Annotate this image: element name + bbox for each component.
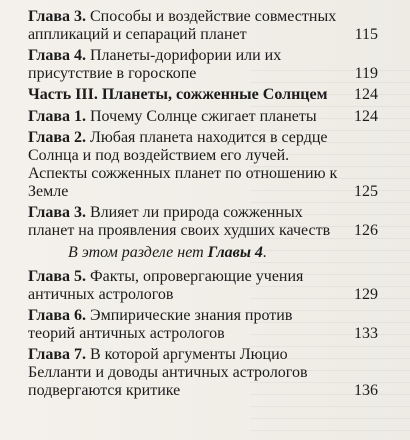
toc-entry-title xyxy=(28,129,338,201)
toc-entry-title xyxy=(28,204,338,240)
toc-entry-part3-chapter-2 xyxy=(28,129,378,201)
toc-entry-chapter-4 xyxy=(28,47,378,83)
chapter-text: В которой аргументы Люцио Белланти и доводы античных астрологов подвергаются критике xyxy=(28,346,308,399)
page-number: 124 xyxy=(354,108,378,125)
toc-entry-part3-chapter-5 xyxy=(28,268,378,304)
chapter-text: Любая планета находится в сердце Солнца и под воздействием его лучей. Аспекты сожженных планет по отношению к Земле xyxy=(28,129,338,200)
toc-entry-title xyxy=(28,86,338,104)
chapter-label: Глава 6. xyxy=(28,307,86,324)
chapter-text: Влияет ли природа сожженных планет на проявления своих худших качеств xyxy=(28,204,331,239)
page-number: 133 xyxy=(354,325,378,342)
toc-entry-part-3 xyxy=(28,86,378,104)
note-bold-text: Главы 4 xyxy=(207,244,263,261)
toc-entry-title xyxy=(28,307,338,343)
note-end: . xyxy=(262,244,267,261)
chapter-text: Эмпирические знания против теорий античных астрологов xyxy=(28,307,293,342)
note-text: В этом разделе нет xyxy=(68,244,208,261)
page-number: 129 xyxy=(354,286,378,303)
chapter-text: Способы и воздействие совместных аппликаций и сепараций планет xyxy=(28,8,337,43)
toc-note xyxy=(68,244,378,262)
chapter-label: Глава 5. xyxy=(28,268,86,285)
toc-entry-part3-chapter-6 xyxy=(28,307,378,343)
part-text: Планеты, сожженные Солнцем xyxy=(97,86,328,103)
toc-entry-title xyxy=(28,346,338,400)
page-number: 119 xyxy=(354,65,378,82)
toc-entry-title xyxy=(28,268,338,304)
toc-entry-part3-chapter-3 xyxy=(28,204,378,240)
table-of-contents xyxy=(28,8,378,403)
chapter-label: Глава 3. xyxy=(28,204,86,221)
toc-entry-title xyxy=(28,8,338,44)
chapter-text: Факты, опровергающие учения античных астрологов xyxy=(28,268,304,303)
page-number: 115 xyxy=(354,26,378,43)
part-label: Часть III. xyxy=(28,86,98,103)
chapter-text: Планеты-дорифории или их присутствие в гороскопе xyxy=(28,47,282,82)
toc-entry-part3-chapter-7 xyxy=(28,346,378,400)
toc-entry-title xyxy=(28,108,338,126)
page-number: 125 xyxy=(354,183,378,200)
toc-entry-chapter-3 xyxy=(28,8,378,44)
chapter-label: Глава 3. xyxy=(28,8,86,25)
chapter-text: Почему Солнце сжигает планеты xyxy=(86,108,317,125)
page-number: 124 xyxy=(354,86,378,103)
page-number: 126 xyxy=(354,222,378,239)
toc-entry-title xyxy=(28,47,338,83)
chapter-label: Глава 2. xyxy=(28,129,86,146)
chapter-label: Глава 1. xyxy=(28,108,86,125)
page-number: 136 xyxy=(354,382,378,399)
chapter-label: Глава 4. xyxy=(28,47,86,64)
chapter-label: Глава 7. xyxy=(28,346,86,363)
toc-entry-part3-chapter-1 xyxy=(28,108,378,126)
